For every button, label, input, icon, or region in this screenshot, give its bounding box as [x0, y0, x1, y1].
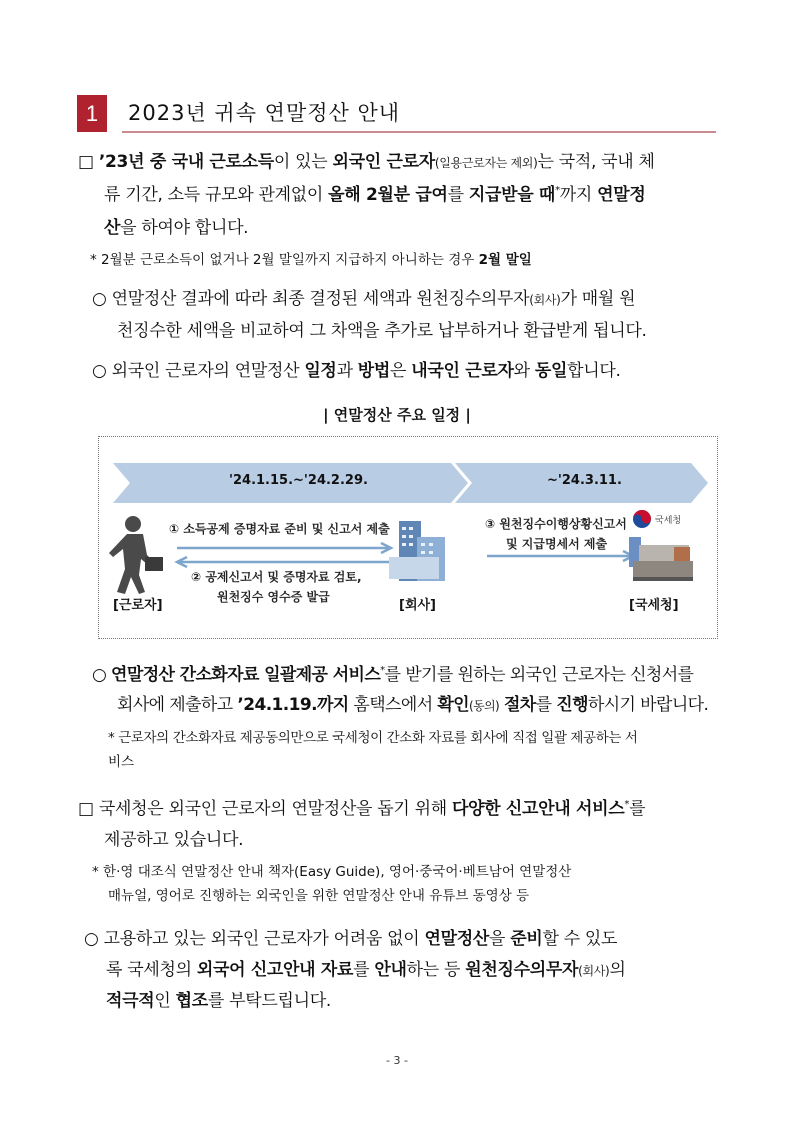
text: 회사에 제출하고 [117, 695, 238, 715]
text: 홈택스에서 [348, 695, 438, 715]
block2-line2: 제공하고 있습니다. [104, 830, 244, 850]
text: 합니다. [567, 361, 621, 381]
period1-label: '24.1.15.~'24.2.29. [229, 473, 368, 488]
text-bold: 지급받을 때 [468, 185, 556, 205]
text: 까지 [559, 185, 598, 205]
block2-footnote-line1: * 한·영 대조식 연말정산 안내 책자(Easy Guide), 영어·중국어·베트남어 연말정산 [92, 864, 572, 880]
actor-nts-label: [국세청] [629, 598, 679, 613]
sub3-footnote-line2: 비스 [108, 754, 135, 770]
circle-bullet: ○ [92, 665, 107, 685]
step3-label-line1: ③ 원천징수이행상황신고서 [485, 517, 627, 531]
text-bold: 안내 [374, 960, 407, 980]
step2-label-line1: ② 공제신고서 및 증명자료 검토, [191, 570, 362, 584]
text: 를 [629, 799, 646, 819]
text-bold: 원천징수의무자 [465, 960, 579, 980]
actor-worker-label: [근로자] [113, 598, 163, 613]
schedule-diagram [98, 436, 718, 639]
text: 을 하여야 합니다. [120, 218, 249, 238]
block1-footnote [90, 248, 532, 272]
text: 를 [353, 960, 375, 980]
text-small: (회사) [578, 964, 610, 978]
step2-label-line2: 원천징수 영수증 발급 [217, 590, 330, 604]
text-bold: 연말정 [597, 185, 646, 205]
worker-icon [109, 516, 163, 594]
text: 인 [154, 991, 176, 1011]
step1-label: ① 소득공제 증명자료 준비 및 신고서 제출 [169, 522, 390, 536]
block1-line3 [104, 213, 248, 243]
text-small: (동의) [468, 699, 500, 713]
circle-bullet: ○ [84, 929, 99, 949]
text-bold: 연말정산 [424, 929, 489, 949]
text: * 2월분 근로소득이 없거나 2월 말일까지 지급하지 아니하는 경우 [90, 252, 479, 268]
text-bold: 동일 [534, 361, 568, 381]
text: 하는 등 [406, 960, 466, 980]
text-bold: ’24.1.19.까지 [237, 695, 349, 715]
text-bold: 일정 [304, 361, 337, 381]
text-bold: 2월 말일 [478, 252, 532, 268]
text: 을 [488, 929, 511, 949]
text: 를 받기를 원하는 외국인 근로자는 신청서를 [384, 665, 694, 685]
text-bold: 적극적 [106, 991, 155, 1011]
text: 연말정산 결과에 따라 최종 결정된 세액과 원천징수의무자 [111, 289, 530, 309]
footnote-marker: * [380, 665, 385, 676]
text-bold: 외국인 근로자 [332, 152, 435, 172]
block1-line2 [104, 180, 646, 210]
text-bold: 외국어 신고안내 자료 [196, 960, 354, 980]
footnote-marker: * [624, 799, 630, 810]
text-bold: 방법 [357, 361, 391, 381]
text: 고용하고 있는 외국인 근로자가 어려움 없이 [103, 929, 425, 949]
text: 는 국적, 국내 체 [537, 152, 655, 172]
sub3-line2 [117, 690, 708, 721]
actor-company-label: [회사] [399, 598, 436, 613]
text: 국세청은 외국인 근로자의 연말정산을 돕기 위해 [98, 799, 452, 819]
nts-building-icon [629, 537, 693, 581]
section-number-badge: 1 [77, 95, 107, 132]
sub4-line2 [106, 955, 626, 986]
text: 류 기간, 소득 규모와 관계없이 [104, 185, 329, 205]
text-bold: 내국인 근로자 [411, 361, 514, 381]
sub3-footnote-line1: * 근로자의 간소화자료 제공동의만으로 국세청이 간소화 자료를 회사에 직접 일괄 제공하는 서 [108, 730, 638, 746]
text: 를 [535, 695, 557, 715]
text: 외국인 근로자의 연말정산 [111, 361, 305, 381]
arrow-step1 [177, 543, 391, 553]
circle-bullet: ○ [92, 361, 107, 381]
sub1-line2: 천징수한 세액을 비교하여 그 차액을 추가로 납부하거나 환급받게 됩니다. [117, 321, 647, 341]
nts-logo-icon [633, 510, 651, 528]
text-bold: 다양한 신고안내 서비스 [451, 799, 625, 819]
section-title-underline [122, 131, 716, 133]
company-building-icon [389, 521, 445, 581]
text-small: (회사) [529, 293, 561, 307]
section-title: 2023년 귀속 연말정산 안내 [128, 101, 401, 125]
text: 록 국세청의 [106, 960, 197, 980]
text: 의 [609, 960, 626, 980]
period2-label: ~'24.3.11. [547, 473, 622, 488]
footnote-marker: * [555, 185, 560, 196]
text-bold: 확인 [437, 695, 469, 715]
text: 이 있는 [273, 152, 333, 172]
checkbox-bullet: □ [78, 152, 94, 172]
text-bold: 연말정산 간소화자료 일괄제공 서비스 [111, 665, 381, 685]
sub4-line3 [106, 986, 331, 1016]
text: 은 [390, 361, 412, 381]
sub1-line1 [92, 284, 635, 315]
arrow-step3 [487, 551, 633, 561]
circle-bullet: ○ [92, 289, 107, 309]
page-number: - 3 - [386, 1054, 408, 1067]
checkbox-bullet: □ [78, 799, 94, 819]
text: 와 [513, 361, 535, 381]
text-bold: 협조 [175, 991, 208, 1011]
sub3-line1 [92, 660, 693, 690]
block2-footnote-line2: 매뉴얼, 영어로 진행하는 외국인을 위한 연말정산 안내 유튜브 동영상 등 [108, 888, 530, 904]
text-bold: 진행 [556, 695, 588, 715]
nts-logo-text: 국세청 [655, 516, 682, 526]
text-bold: 올해 2월분 급여 [328, 185, 448, 205]
text-small: (일용근로자는 제외) [434, 156, 538, 170]
text-bold: 준비 [510, 929, 543, 949]
block1-line1 [78, 147, 655, 178]
text: 과 [336, 361, 358, 381]
text-bold: ’23년 중 국내 근로소득 [98, 152, 274, 172]
text: 할 수 있도 [542, 929, 618, 949]
text: 를 부탁드립니다. [207, 991, 331, 1011]
text-bold: 산 [104, 218, 121, 238]
diagram-title: | 연말정산 주요 일정 | [323, 406, 471, 424]
sub4-line1 [84, 924, 617, 954]
text: 가 매월 원 [560, 289, 636, 309]
text: 를 [447, 185, 469, 205]
sub2-line [92, 356, 621, 386]
text-bold: 절차 [503, 695, 536, 715]
arrow-step2 [177, 557, 389, 567]
step3-label-line2: 및 지급명세서 제출 [506, 537, 608, 551]
block2-line1 [78, 794, 645, 824]
text: 하시기 바랍니다. [587, 695, 709, 715]
